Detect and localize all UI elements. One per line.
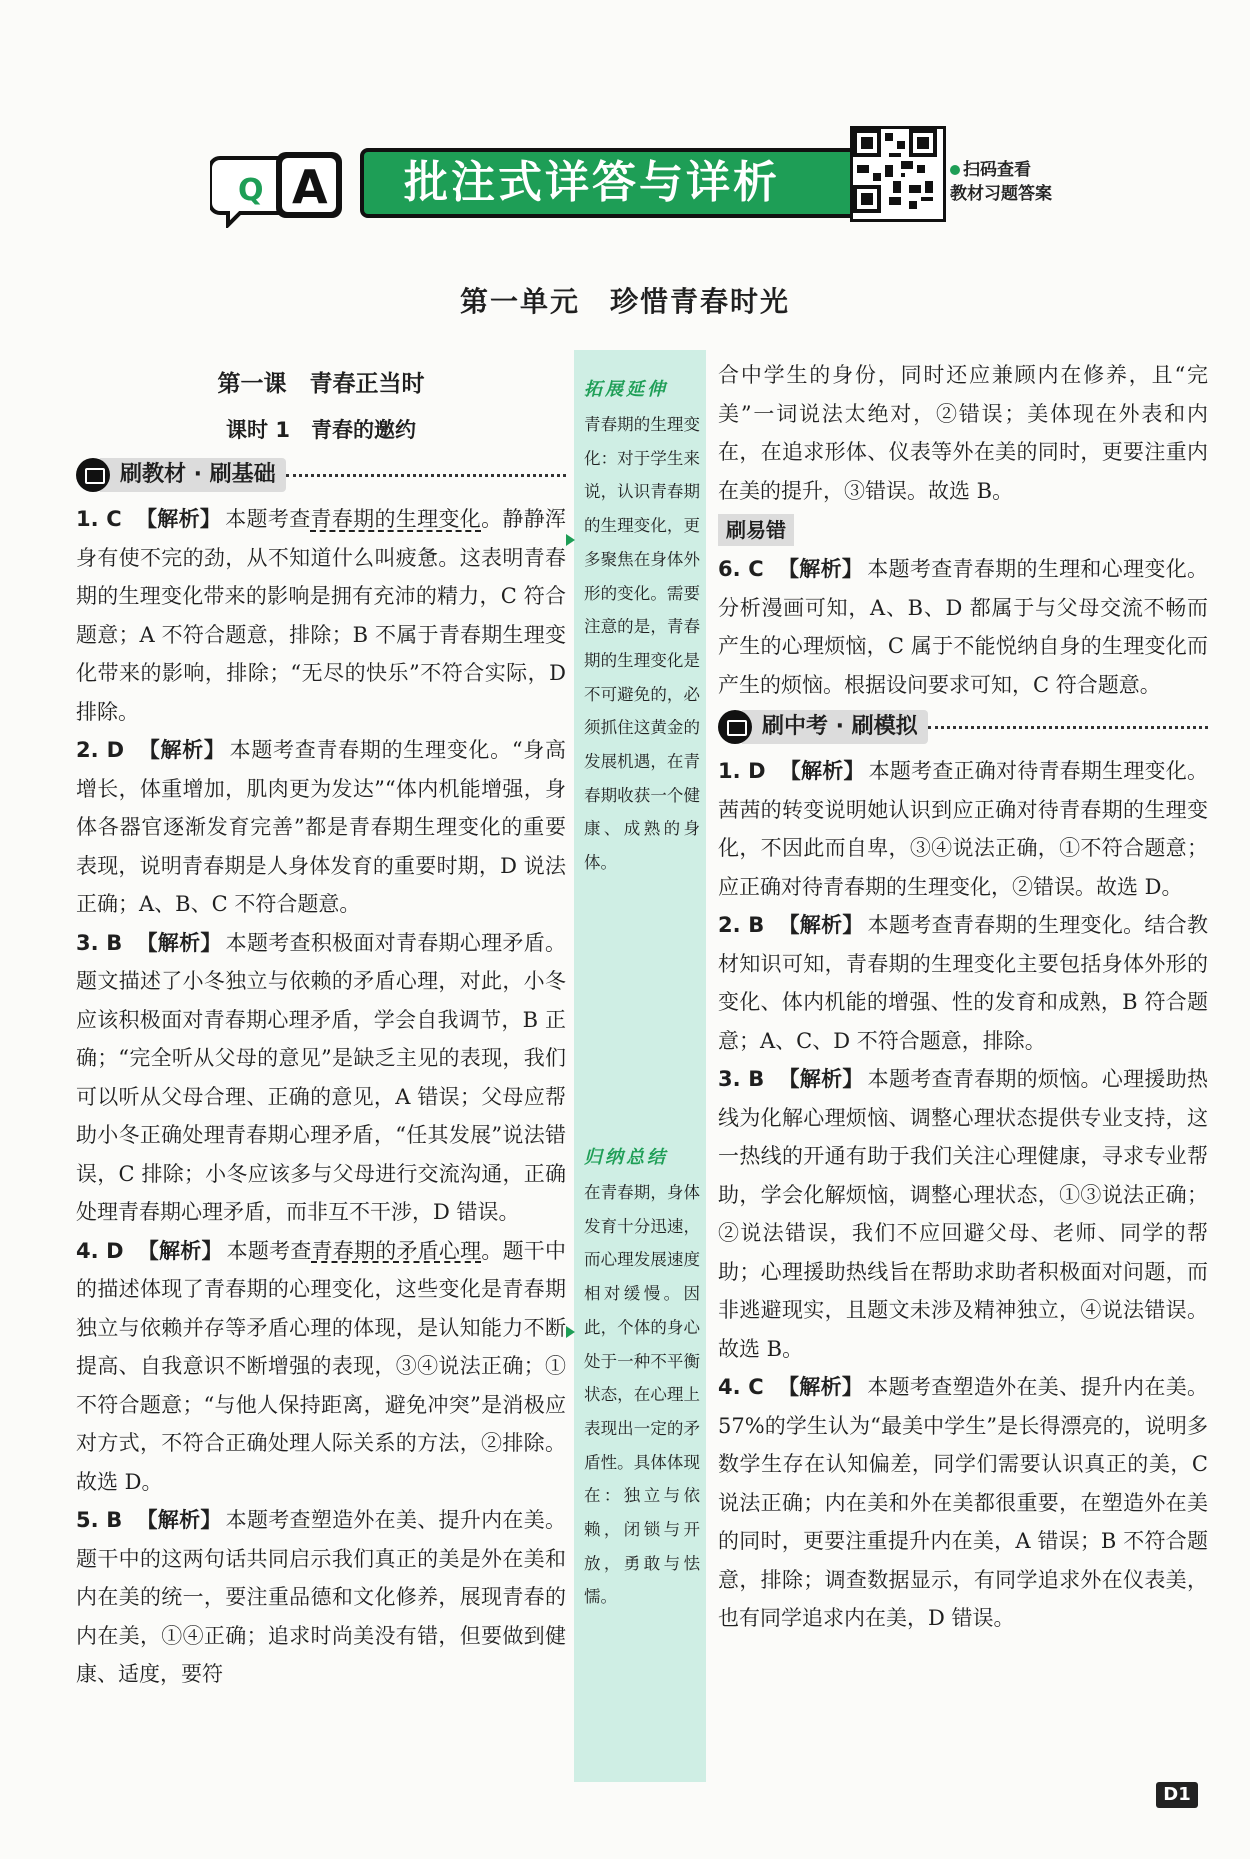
question-text: 。题干中的描述体现了青春期的心理变化，这些变化是青春期独立与依赖并存等矛盾心理的体现，是认知能力不断提高、自我意识不断增强的表现，③④说法正确；①不符合题意；“与他人保持距离，避免冲突”是消极应对方式，不符合正确处理人际关系的方法，②排除。故选 D。 [76, 1238, 567, 1494]
analysis-tag: 【解析】 [778, 1067, 864, 1091]
question-item [718, 906, 1208, 1060]
qr-caption [950, 158, 1052, 206]
question-text: 本题考查青春期的生理变化。结合教材知识可知，青春期的生理变化主要包括身体外形的变化、体内机能的增强、性的发育和成熟，B 符合题意；A、C、D 不符合题意，排除。 [718, 913, 1208, 1053]
question-number: 2. D [76, 738, 125, 762]
qr-code-icon[interactable] [850, 126, 946, 222]
question-text: 。静静浑身有使不完的劲，从不知道什么叫疲惫。这表明青春期的生理变化带来的影响是拥有充沛的精力，C 符合题意；A 不符合题意，排除；B 不属于青春期生理变化带来的影响，排除；“无尽的快乐”不符合实际，D 排除。 [76, 507, 567, 724]
question-keyword: 青春期的生理变化 [310, 507, 482, 531]
lesson-title: 第一课 青春正当时 [217, 371, 425, 397]
section-header-textbook [76, 456, 566, 496]
sidebar-extension-text: 青春期的生理变化：对于学生来说，认识青春期的生理变化，更多聚焦在身体外形的变化。需要注意的是，青春期的生理变化是不可避免的，必须抓住这黄金的发展机遇，在青春期收获一个健康、成熟的身体。 [584, 415, 700, 873]
book-icon [718, 710, 752, 744]
question-text-pre: 本题考查 [226, 1238, 312, 1263]
question-item [76, 924, 566, 1232]
question-item [718, 752, 1208, 906]
question-text: 本题考查青春期的生理变化。“身高增长，体重增加，肌肉更为发达”“体内机能增强，身体各器官逐渐发育完善”都是青春期生理变化的重要表现，说明青春期是人身体发育的重要时期，D 说法正确；A、B、C 不符合题意。 [76, 738, 566, 916]
dotted-divider [928, 726, 1208, 729]
sidebar-extension-title: 拓展延伸 [584, 379, 668, 400]
question-item [718, 550, 1208, 704]
header-title: 批注式详答与详析 [360, 148, 880, 218]
section-label: 刷中考 · 刷模拟 [742, 710, 928, 744]
sidebar-extension [584, 372, 700, 880]
question-number: 3. B [718, 1067, 765, 1091]
question-number: 1. C [76, 507, 122, 531]
question-number: 1. D [718, 759, 766, 783]
analysis-tag: 【解析】 [137, 1238, 223, 1263]
question-number: 2. B [718, 913, 765, 937]
svg-text:A: A [292, 160, 328, 214]
question-item [718, 1368, 1208, 1638]
section-label: 刷教材 · 刷基础 [100, 458, 286, 492]
question-text-pre: 本题考查 [225, 507, 311, 531]
question-text: 本题考查塑造外在美、提升内在美。57%的学生认为“最美中学生”是长得漂亮的，说明多数学生存在认知偏差，同学们需要认识真正的美，C 说法正确；内在美和外在美都很重要，在塑造外在美的同时，更要注重提升内在美，A 错误；B 不符合题意，排除；调查数据显示，有同学追求外在仪表美，也有同学追求内在美，D 错误。 [718, 1375, 1209, 1630]
page-number: D1 [1156, 1782, 1198, 1808]
question-text: 本题考查塑造外在美、提升内在美。题干中的这两句话共同启示我们真正的美是外在美和内在美的统一，要注重品德和文化修养，展现青春的内在美，①④正确；追求时尚美没有错，但要做到健康、适度，要符 [76, 1508, 566, 1686]
dotted-divider [286, 474, 566, 477]
question-number: 4. C [718, 1375, 764, 1399]
book-icon [76, 458, 110, 492]
question-item [76, 500, 566, 731]
question-text: 本题考查正确对待青春期生理变化。茜茜的转变说明她认识到应正确对待青春期的生理变化，不因此而自卑，③④说法正确，①不符合题意；应正确对待青春期的生理变化，②错误。故选 D。 [718, 759, 1208, 899]
lesson-subtitle: 课时 1 青春的邀约 [226, 418, 416, 442]
qr-pattern [853, 129, 937, 213]
qa-logo-icon [210, 148, 370, 228]
analysis-tag: 【解析】 [135, 507, 222, 531]
analysis-tag: 【解析】 [136, 930, 222, 955]
qr-caption-line-2: 教材习题答案 [950, 184, 1052, 204]
left-column [76, 360, 566, 1694]
question-number: 6. C [718, 557, 764, 581]
analysis-tag: 【解析】 [779, 759, 865, 783]
question-item [76, 731, 566, 924]
analysis-tag: 【解析】 [777, 1375, 864, 1399]
question-item [76, 1232, 566, 1502]
question-item [718, 1060, 1208, 1368]
bullet-icon [950, 165, 960, 175]
svg-text:Q: Q [238, 173, 264, 208]
qr-caption-line-1: 扫码查看 [963, 160, 1031, 180]
pointer-arrow-icon [566, 534, 575, 546]
question-number: 5. B [76, 1508, 123, 1532]
unit-title: 第一单元 珍惜青春时光 [459, 285, 790, 318]
analysis-tag: 【解析】 [777, 557, 864, 581]
section-header-exam [718, 708, 1208, 748]
question-keyword: 青春期的矛盾心理 [311, 1238, 482, 1263]
question-number: 4. D [76, 1238, 124, 1263]
sidebar-summary-text: 在青春期，身体发育十分迅速，而心理发展速度相对缓慢。因此，个体的身心处于一种不平衡状态，在心理上表现出一定的矛盾性。具体体现在：独立与依赖，闭锁与开放，勇敢与怯懦。 [584, 1183, 700, 1607]
sidebar-summary-title: 归纳总结 [584, 1147, 668, 1168]
pointer-arrow-icon [566, 1326, 575, 1338]
analysis-tag: 【解析】 [778, 913, 864, 937]
question-continuation: 合中学生的身份，同时还应兼顾内在修养，且“完美”一词说法太绝对，②错误；美体现在外表和内在，在追求形体、仪表等外在美的同时，更要注重内在美的提升，③错误。故选 B。 [718, 363, 1208, 503]
right-column [718, 356, 1208, 1638]
question-item [76, 1501, 566, 1694]
question-text: 本题考查青春期的烦恼。心理援助热线为化解心理烦恼、调整心理状态提供专业支持，这一热线的开通有助于我们关注心理健康，寻求专业帮助，学会化解烦恼，调整心理状态，①③说法正确；②说法错误，我们不应回避父母、老师、同学的帮助；心理援助热线旨在帮助求助者积极面对问题，而非逃避现实，且题文未涉及精神独立，④说法错误。故选 B。 [718, 1067, 1208, 1361]
section-header-error: 刷易错 [718, 514, 794, 546]
analysis-tag: 【解析】 [136, 1508, 222, 1532]
question-number: 3. B [76, 930, 123, 955]
question-text: 本题考查青春期的生理和心理变化。分析漫画可知，A、B、D 都属于与父母交流不畅而产生的心理烦恼，C 属于不能悦纳自身的生理变化而产生的烦恼。根据设问要求可知，C 符合题意。 [718, 557, 1209, 697]
sidebar-summary [584, 1140, 700, 1614]
question-text: 本题考查积极面对青春期心理矛盾。题文描述了小冬独立与依赖的矛盾心理，对此，小冬应该积极面对青春期心理矛盾，学会自我调节，B 正确；“完全听从父母的意见”是缺乏主见的表现，我们可以听从父母合理、正确的意见，A 错误；父母应帮助小冬正确处理青春期心理矛盾，“任其发展”说法错误，C 排除；小冬应该多与父母进行交流沟通，正确处理青春期心理矛盾，而非互不干涉，D 错误。 [76, 930, 566, 1224]
analysis-tag: 【解析】 [138, 738, 226, 762]
annotation-sidebar [574, 350, 706, 1782]
page-header [210, 118, 1070, 238]
